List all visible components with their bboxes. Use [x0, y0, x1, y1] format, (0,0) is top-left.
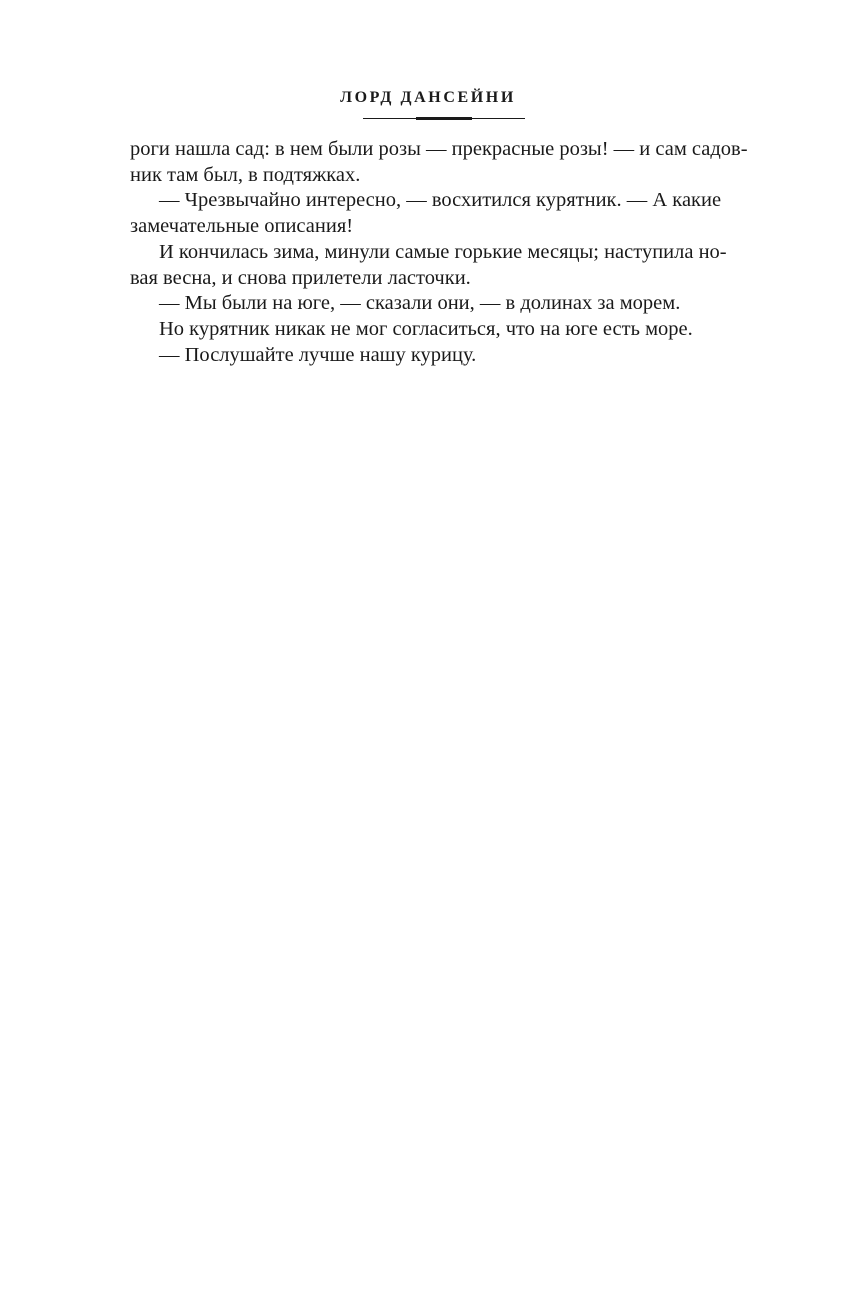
- running-head-title: ЛОРД ДАНСЕЙНИ: [340, 89, 516, 106]
- running-head: [0, 88, 856, 108]
- text-line: вая весна, и снова прилетели ласточки.: [130, 266, 471, 289]
- text-line: Но курятник никак не мог согласиться, что на юге есть море.: [159, 317, 693, 340]
- text-line: — Послушайте лучше нашу курицу.: [159, 343, 477, 366]
- text-line: И кончилась зима, минули самые горькие месяцы; наступила но-: [159, 240, 727, 263]
- text-line: — Мы были на юге, — сказали они, — в долинах за морем.: [159, 292, 681, 315]
- text-line: замечательные описания!: [130, 215, 354, 238]
- ornament-thick-line: [416, 117, 472, 120]
- text-line: — Чрезвычайно интересно, — восхитился курятник. — А какие: [159, 189, 722, 212]
- body-text: [130, 137, 764, 368]
- ornament-rule: [363, 117, 525, 120]
- text-line: роги нашла сад: в нем были розы — прекрасные розы! — и сам садов-: [130, 138, 748, 160]
- text-line: ник там был, в подтяжках.: [130, 163, 361, 186]
